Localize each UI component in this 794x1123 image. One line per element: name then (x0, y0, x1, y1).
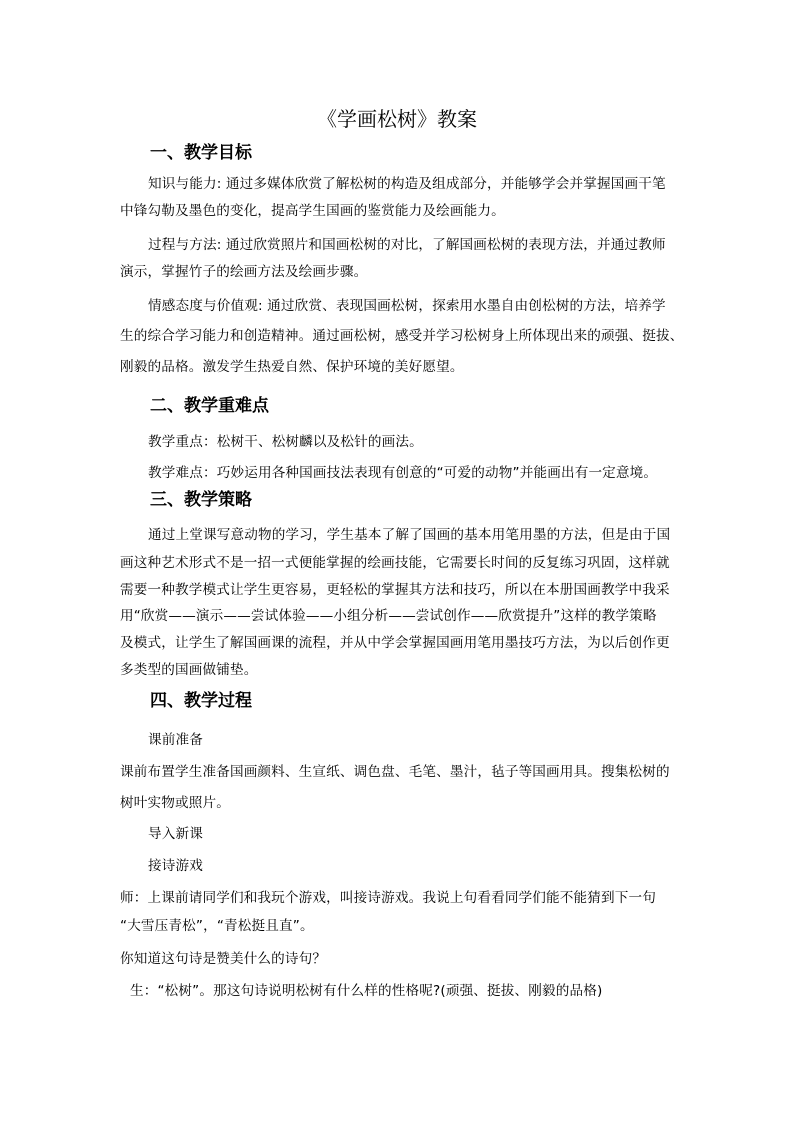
process-prep-line-2: 树叶实物或照片。 (120, 795, 230, 811)
goals-paragraph-2-line-1: 过程与方法: 通过欣赏照片和国画松树的对比，了解国画松树的表现方法，并通过教师 (148, 237, 666, 253)
key-difficulty-text: 教学难点：巧妙运用各种国画技法表现有创意的“可爱的动物”并能画出有一定意境。 (148, 465, 658, 481)
process-prep-label: 课前准备 (148, 732, 203, 748)
heading-teaching-process: 四、教学过程 (150, 691, 252, 711)
goals-paragraph-3-line-3: 刚毅的品格。激发学生热爱自然、保护环境的美好愿望。 (120, 359, 464, 375)
process-game-label: 接诗游戏 (148, 858, 203, 874)
strategy-line-5: 及模式，让学生了解国画课的流程，并从中学会掌握国画用笔用墨技巧方法，为以后创作更 (120, 635, 670, 651)
strategy-line-1: 通过上堂课写意动物的学习，学生基本了解了国画的基本用笔用墨的方法，但是由于国 (148, 527, 671, 543)
heading-teaching-goals: 一、教学目标 (150, 143, 252, 163)
strategy-line-6: 多类型的国画做铺垫。 (120, 662, 258, 678)
process-intro-label: 导入新课 (148, 826, 203, 842)
process-question: 你知道这句诗是赞美什么的诗句？ (120, 951, 327, 967)
goals-paragraph-2-line-2: 演示，掌握竹子的绘画方法及绘画步骤。 (120, 264, 368, 280)
goals-paragraph-3-line-2: 生的综合学习能力和创造精神。通过画松树，感受并学习松树身上所体现出来的顽强、挺拔、 (120, 328, 684, 344)
document-title: 《学画松树》教案 (317, 107, 477, 131)
process-prep-line-1: 课前布置学生准备国画颜料、生宣纸、调色盘、毛笔、墨汁，毡子等国画用具。搜集松树的 (120, 764, 670, 780)
strategy-line-4: 用“欣赏——演示——尝试体验——小组分析——尝试创作——欣赏提升”这样的教学策略 (120, 608, 657, 624)
process-student-answer: 生：“松树”。那这句诗说明松树有什么样的性格呢?(顽强、挺拔、刚毅的品格) (130, 983, 603, 999)
process-teacher-line-1: 师：上课前请同学们和我玩个游戏，叫接诗游戏。我说上句看看同学们能不能猜到下一句 (120, 890, 657, 906)
goals-paragraph-1-line-2: 中锋勾勒及墨色的变化，提高学生国画的鉴赏能力及绘画能力。 (120, 203, 505, 219)
strategy-line-3: 需要一种教学模式让学生更容易，更轻松的掌握其方法和技巧，所以在本册国画教学中我采 (120, 582, 670, 598)
strategy-line-2: 画这种艺术形式不是一招一式便能掌握的绘画技能，它需要长时间的反复练习巩固，这样就 (120, 555, 670, 571)
process-teacher-line-2: “大雪压青松”，“青松挺且直”。 (120, 918, 314, 934)
heading-key-points: 二、教学重难点 (150, 396, 269, 416)
goals-paragraph-3-line-1: 情感态度与价值观: 通过欣赏、表现国画松树，探索用水墨自由创松树的方法，培养学 (148, 298, 666, 314)
key-focus-text: 教学重点：松树干、松树麟以及松针的画法。 (148, 434, 423, 450)
goals-paragraph-1-line-1: 知识与能力: 通过多媒体欣赏了解松树的构造及组成部分，并能够学会并掌握国画干笔 (148, 176, 666, 192)
heading-teaching-strategy: 三、教学策略 (150, 490, 252, 510)
